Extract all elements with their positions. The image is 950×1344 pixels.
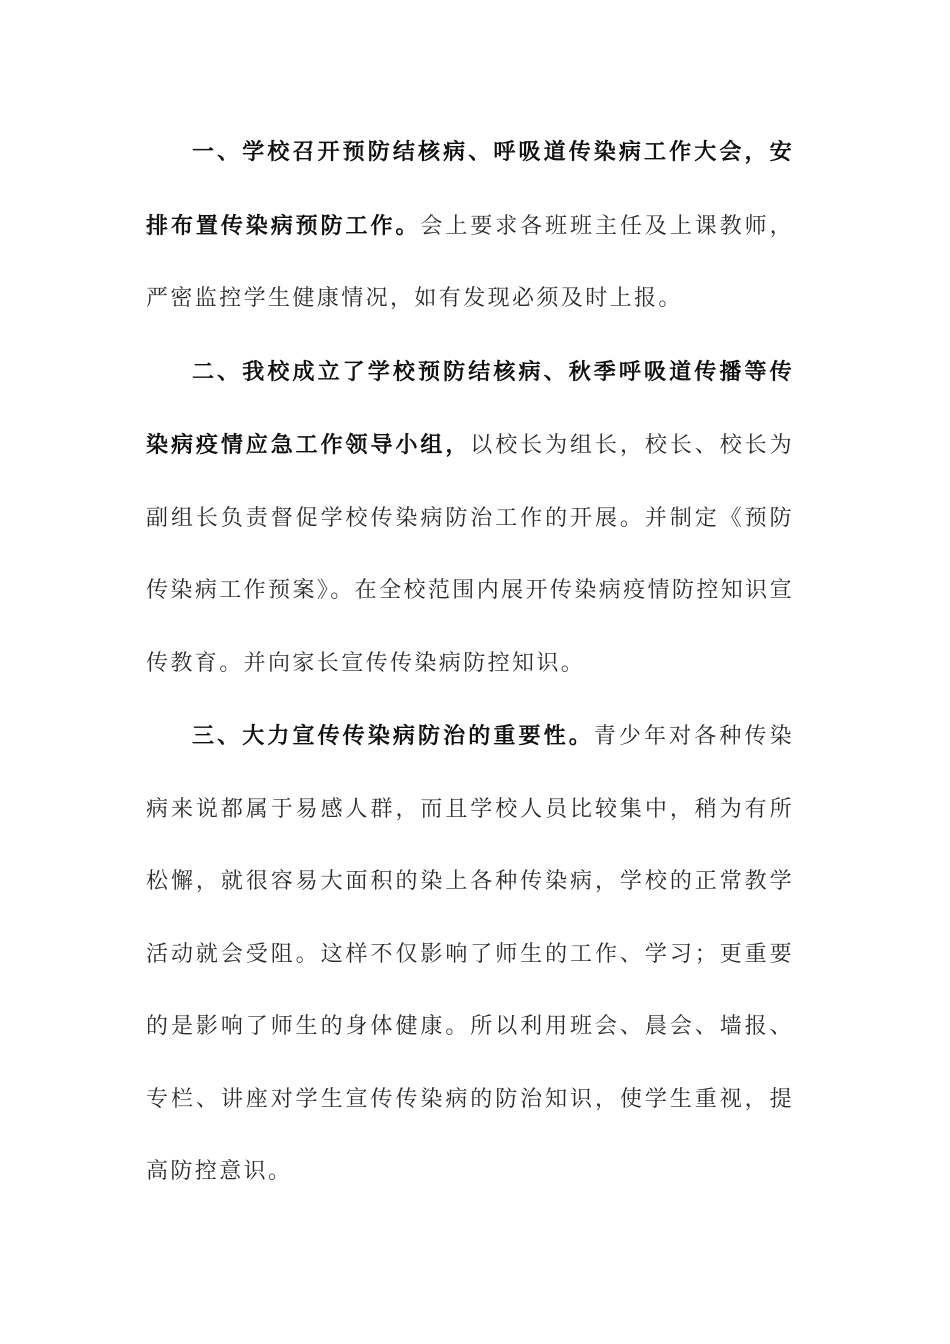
paragraph-1-text: 会上要求各班班主任及上课教师，严密监控学生健康情况，如有发现必须及时上报。 [146,213,794,311]
document-body [146,116,794,1209]
paragraph-1-heading: 一、学校召开预防结核病、呼吸道传染病工作大会，安排布置传染病预防工作。 [146,139,794,239]
paragraph-3-text: 青少年对各种传染病来说都属于易感人群，而且学校人员比较集中，稍为有所松懈，就很容易大面积的染上各种传染病，学校的正常教学活动就会受阻。这样不仅影响了师生的工作、学习；更重要的是影响了师生的身体健康。所以利用班会、晨会、墙报、专栏、讲座对学生宣传传染病的防治知识，使学生重视，提高防控意识。 [146,724,795,1184]
paragraph-1 [146,116,794,336]
paragraph-2-text: 以校长为组长，校长、校长为副组长负责督促学校传染病防治工作的开展。并制定《预防传染病工作预案》。在全校范围内展开传染病疫情防控知识宣传教育。并向家长宣传传染病防控知识。 [146,433,795,676]
paragraph-2-heading: 二、我校成立了学校预防结核病、秋季呼吸道传播等传染病疫情应急工作领导小组， [146,358,794,458]
paragraph-2 [146,336,794,701]
paragraph-3-heading: 三、大力宣传传染病防治的重要性。 [192,723,594,749]
paragraph-3 [146,700,794,1209]
